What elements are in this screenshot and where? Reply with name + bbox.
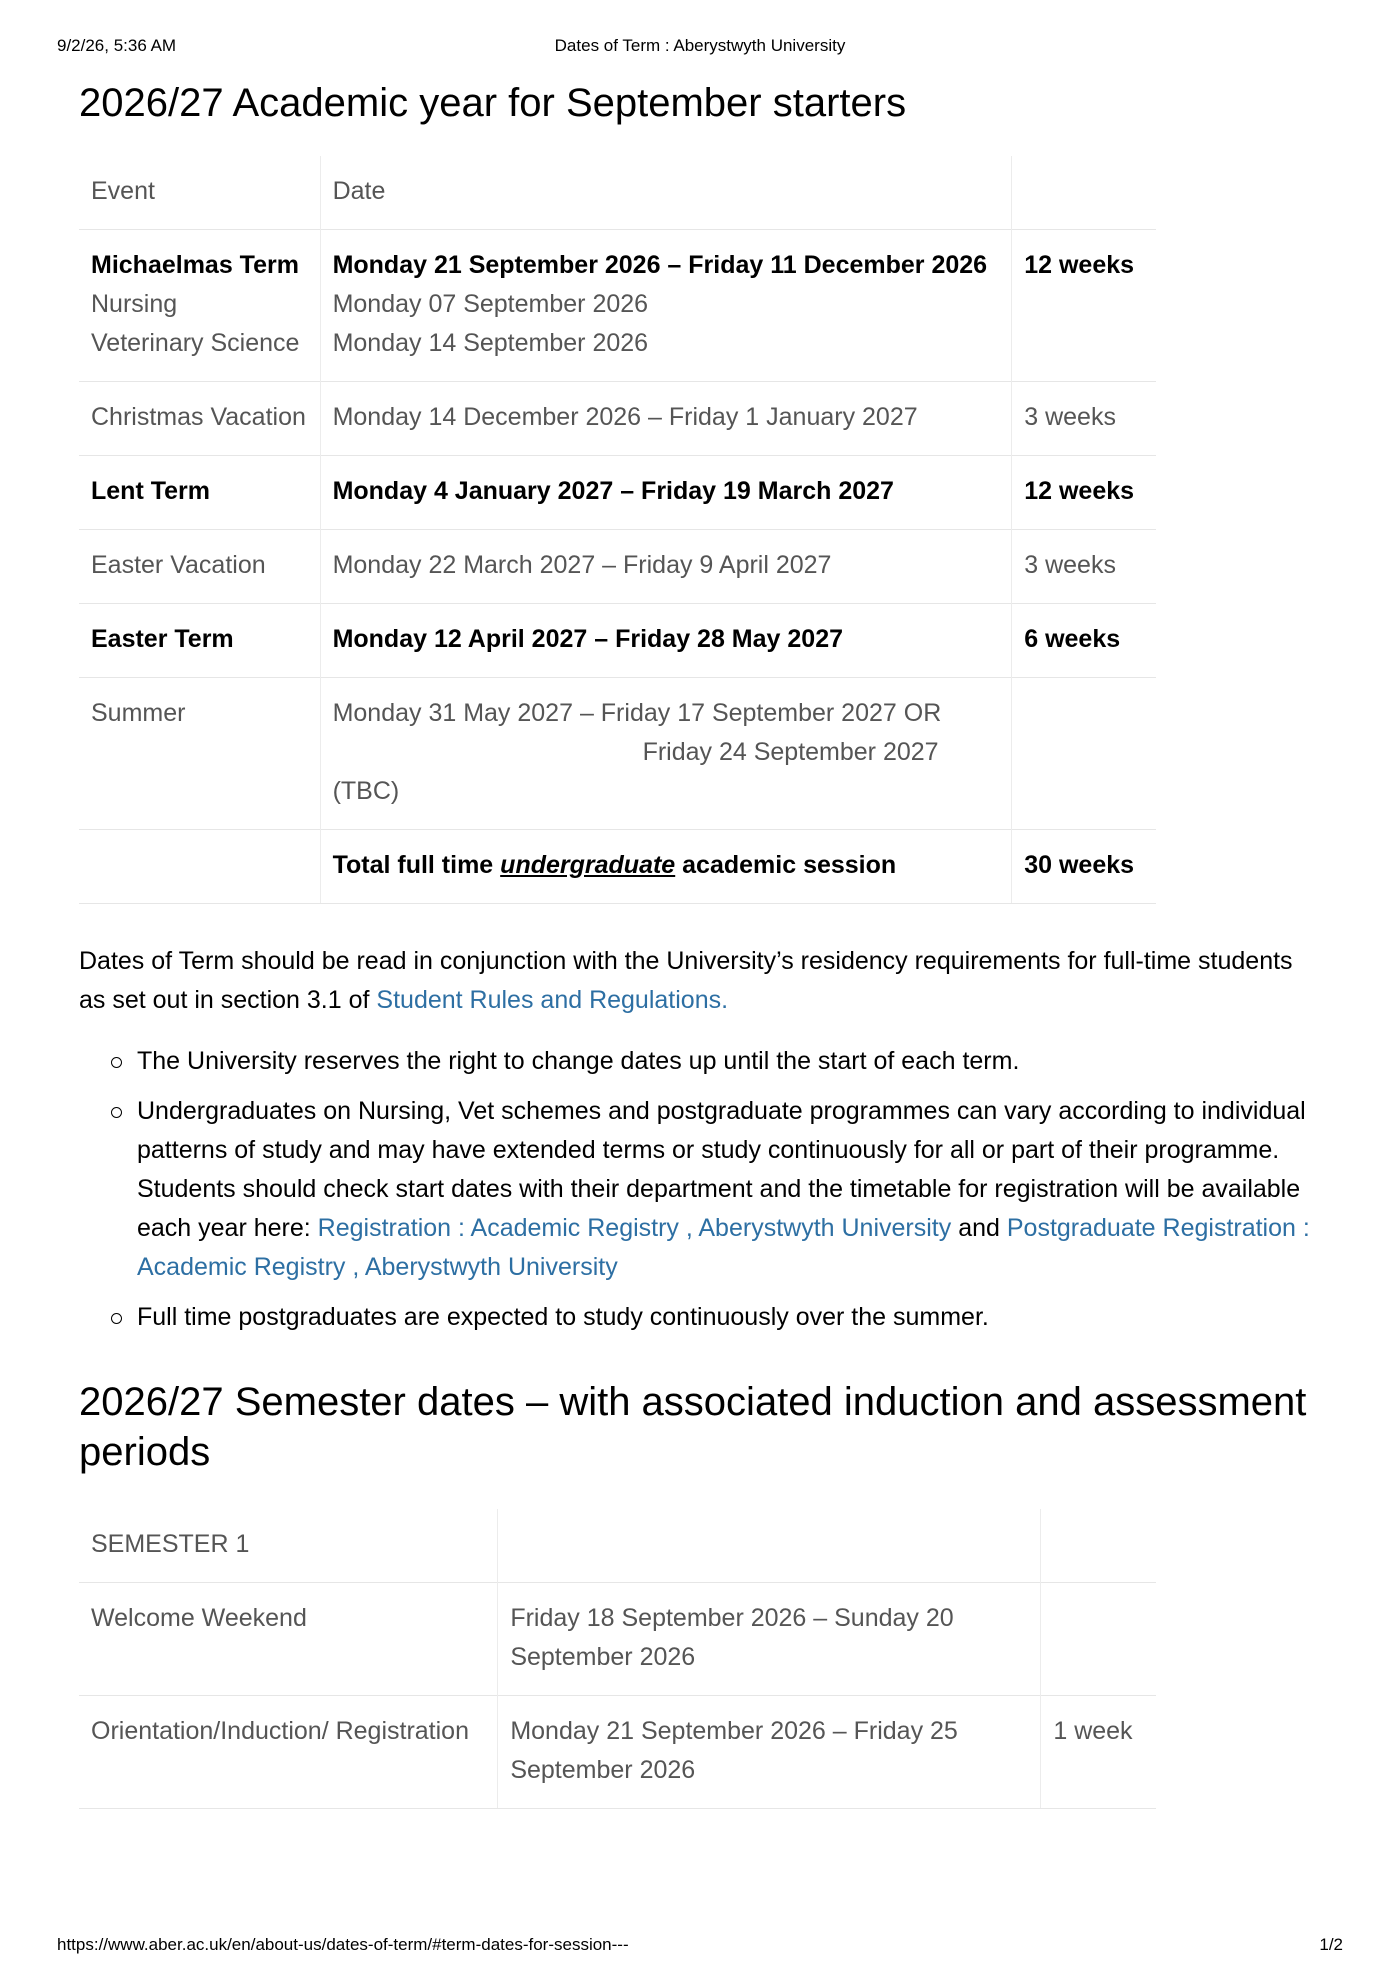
event-sub-nursing: Nursing: [91, 290, 178, 318]
bullet-text: Undergraduates on Nursing, Vet schemes and postgraduate programmes can vary according to individual patterns of study and may have extended terms or study continuously for all or part of their programme. Students should check start dates with their department and the timetable for registration will be available each year here:: [137, 1097, 1306, 1242]
table-row-welcome: [79, 1583, 1156, 1696]
print-url: https://www.aber.ac.uk/en/about-us/dates-of-term/#term-dates-for-session---: [57, 1935, 629, 1954]
total-weeks: 30 weeks: [1012, 830, 1156, 904]
header-blank: [1012, 156, 1156, 230]
table-row-easter-vacation: [79, 530, 1156, 604]
semester-header-row: [79, 1509, 1156, 1583]
print-datetime: 9/2/26, 5:36 AM: [57, 36, 177, 55]
bullet-text: Full time postgraduates are expected to study continuously over the summer.: [137, 1303, 989, 1331]
event-cell: [79, 830, 320, 904]
weeks-cell: 1 week: [1041, 1696, 1156, 1809]
date-cell: Friday 18 September 2026 – Sunday 20 September 2026: [498, 1583, 1041, 1696]
event-cell: Welcome Weekend: [79, 1583, 498, 1696]
academic-year-heading: 2026/27 Academic year for September starters: [79, 81, 907, 125]
list-item: [79, 1092, 1319, 1287]
date-cell: [320, 678, 1012, 830]
bullet-and: and: [958, 1214, 1000, 1242]
date-cell: Monday 22 March 2027 – Friday 9 April 2027: [320, 530, 1012, 604]
weeks-cell: 3 weeks: [1012, 382, 1156, 456]
table-row-total: [79, 830, 1156, 904]
print-page-title: Dates of Term : Aberystwyth University: [554, 36, 846, 55]
list-item: [79, 1298, 1319, 1337]
date-cell: Monday 14 December 2026 – Friday 1 January 2027: [320, 382, 1012, 456]
header-date: Date: [320, 156, 1012, 230]
event-sub-vet: Veterinary Science: [91, 329, 300, 357]
print-header: [57, 36, 1343, 60]
weeks-cell: 3 weeks: [1012, 530, 1156, 604]
table-row-christmas: [79, 382, 1156, 456]
page-number: 1/2: [1319, 1935, 1343, 1954]
date-cell: Monday 12 April 2027 – Friday 28 May 2027: [320, 604, 1012, 678]
weeks-cell: 12 weeks: [1012, 230, 1156, 382]
event-cell: Lent Term: [79, 456, 320, 530]
event-cell: Orientation/Induction/ Registration: [79, 1696, 498, 1809]
postgraduate-registration-link[interactable]: Postgraduate Registration : Academic Registry , Aberystwyth University: [137, 1214, 1310, 1281]
date-cell: Monday 21 September 2026 – Friday 25 September 2026: [498, 1696, 1041, 1809]
event-cell: Christmas Vacation: [79, 382, 320, 456]
date-cell: [320, 230, 1012, 382]
bullet-text: The University reserves the right to change dates up until the start of each term.: [137, 1047, 1020, 1075]
total-label-emphasis: undergraduate: [500, 851, 676, 879]
residency-note: [79, 942, 1319, 1020]
weeks-cell: [1012, 678, 1156, 830]
date-nursing: Monday 07 September 2026: [332, 290, 649, 318]
residency-note-text: Dates of Term should be read in conjunction with the University’s residency requirements for full-time students as set out in section 3.1 of: [79, 947, 1293, 1014]
header-event: Event: [91, 177, 155, 205]
total-label: [320, 830, 1012, 904]
event-cell: Summer: [79, 678, 320, 830]
summer-date-line2: Friday 24 September 2027: [642, 738, 939, 766]
weeks-cell: [1041, 1509, 1156, 1583]
total-label-pre: Total full time: [332, 851, 494, 879]
table-header-row: [79, 156, 1156, 230]
weeks-cell: [1041, 1583, 1156, 1696]
summer-date-tbc: (TBC): [332, 777, 400, 805]
event-cell: [79, 230, 320, 382]
term-notes-list: [79, 1042, 1319, 1337]
semester-label: SEMESTER 1: [91, 1530, 250, 1558]
event-cell: Easter Vacation: [79, 530, 320, 604]
weeks-cell: 12 weeks: [1012, 456, 1156, 530]
date-vet: Monday 14 September 2026: [332, 329, 649, 357]
event-name: Michaelmas Term: [91, 251, 299, 279]
table-row-summer: [79, 678, 1156, 830]
summer-date-line1: Monday 31 May 2027 – Friday 17 September 2027 OR: [332, 699, 942, 727]
table-row-lent: [79, 456, 1156, 530]
student-rules-link[interactable]: Student Rules and Regulations.: [376, 986, 729, 1014]
date-range: Monday 21 September 2026 – Friday 11 December 2026: [332, 251, 988, 279]
registration-link[interactable]: Registration : Academic Registry , Aberystwyth University: [317, 1214, 952, 1242]
date-cell: Monday 4 January 2027 – Friday 19 March 2027: [320, 456, 1012, 530]
table-row-orientation: [79, 1696, 1156, 1809]
semester-table: [79, 1509, 1156, 1809]
event-cell: Easter Term: [79, 604, 320, 678]
academic-year-table: [79, 156, 1156, 904]
table-row-michaelmas: [79, 230, 1156, 382]
weeks-cell: 6 weeks: [1012, 604, 1156, 678]
main-content: [79, 78, 1339, 1809]
date-cell: [498, 1509, 1041, 1583]
total-label-post: academic session: [682, 851, 897, 879]
list-item: [79, 1042, 1319, 1081]
semester-dates-heading: 2026/27 Semester dates – with associated induction and assessment periods: [79, 1380, 1307, 1474]
table-row-easter-term: [79, 604, 1156, 678]
